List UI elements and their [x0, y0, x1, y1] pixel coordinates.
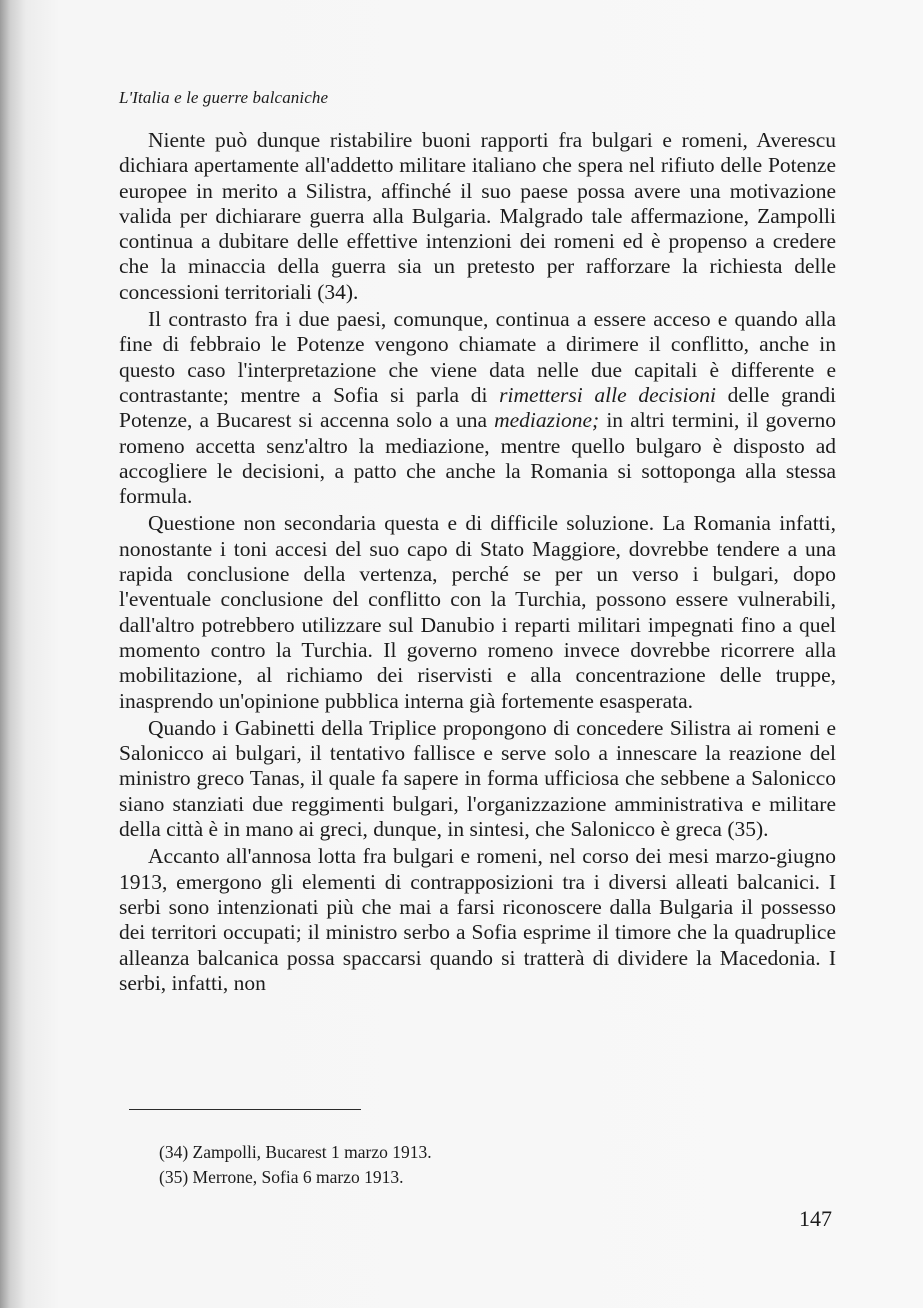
footnote-rule	[129, 1109, 361, 1110]
paragraph-2-text-c: in altri termini, il governo romeno accetta senz'altro la mediazione, mentre quello bulgaro è disposto ad accogliere le decisioni, a patto che anche la Romania si sottoponga alla stessa formula.	[119, 408, 836, 509]
footnotes	[159, 1140, 759, 1190]
footnote-35: (35) Merrone, Sofia 6 marzo 1913.	[159, 1167, 404, 1187]
page-number: 147	[799, 1206, 832, 1231]
footnote-34: (34) Zampolli, Bucarest 1 marzo 1913.	[159, 1142, 432, 1162]
running-head: L'Italia e le guerre balcaniche	[119, 88, 329, 107]
paragraph-2-emphasis-1: rimettersi alle decisioni	[499, 382, 716, 407]
paragraph-2-emphasis-2: mediazione;	[494, 408, 600, 433]
paragraph-1: Niente può dunque ristabilire buoni rapporti fra bulgari e romeni, Averescu dichiara apertamente all'addetto militare italiano che spera nel rifiuto delle Potenze europee in merito a Silistra, affinché il suo paese possa avere una motivazione valida per dichiarare guerra alla Bulgaria. Malgrado tale affermazione, Zampolli continua a dubitare delle effettive intenzioni dei romeni ed è propenso a credere che la minaccia della guerra sia un pretesto per rafforzare la richiesta delle concessioni territoriali (34).	[119, 128, 836, 304]
body-text	[119, 128, 836, 998]
paragraph-2-text-b: delle grandi Potenze, a Bucarest si accenna solo a una	[119, 382, 837, 433]
paragraph-2	[119, 307, 836, 509]
paragraph-2-text-a: Il contrasto fra i due paesi, comunque, continua a essere acceso e quando alla fine di febbraio le Potenze vengono chiamate a dirimere il conflitto, anche in questo caso l'interpretazione che viene data nelle due capitali è differente e contrastante; mentre a Sofia si parla di	[119, 307, 836, 407]
paragraph-5: Accanto all'annosa lotta fra bulgari e romeni, nel corso dei mesi marzo-giugno 1913, emergono gli elementi di contrapposizioni tra i diversi alleati balcanici. I serbi sono intenzionati più che mai a farsi riconoscere dalla Bulgaria il possesso dei territori occupati; il ministro serbo a Sofia esprime il timore che la quadruplice alleanza balcanica possa spaccarsi quando si tratterà di dividere la Macedonia. I serbi, infatti, non	[119, 844, 836, 995]
paragraph-3: Questione non secondaria questa e di difficile soluzione. La Romania infatti, nonostante i toni accesi del suo capo di Stato Maggiore, dovrebbe tendere a una rapida conclusione della vertenza, perché se per un verso i bulgari, dopo l'eventuale conclusione del conflitto con la Turchia, possono essere vulnerabili, dall'altro potrebbero utilizzare sul Danubio i reparti militari impegnati fino a quel momento contro la Turchia. Il governo romeno invece dovrebbe ricorrere alla mobilitazione, al richiamo dei riservisti e alla concentrazione delle truppe, inasprendo un'opinione pubblica interna già fortemente esasperata.	[119, 511, 836, 713]
paragraph-4: Quando i Gabinetti della Triplice propongono di concedere Silistra ai romeni e Salonicco ai bulgari, il tentativo fallisce e serve solo a innescare la reazione del ministro greco Tanas, il quale fa sapere in forma ufficiosa che sebbene a Salonicco siano stanziati due reggimenti bulgari, l'organizzazione amministrativa e militare della città è in mano ai greci, dunque, in sintesi, che Salonicco è greca (35).	[119, 715, 836, 842]
